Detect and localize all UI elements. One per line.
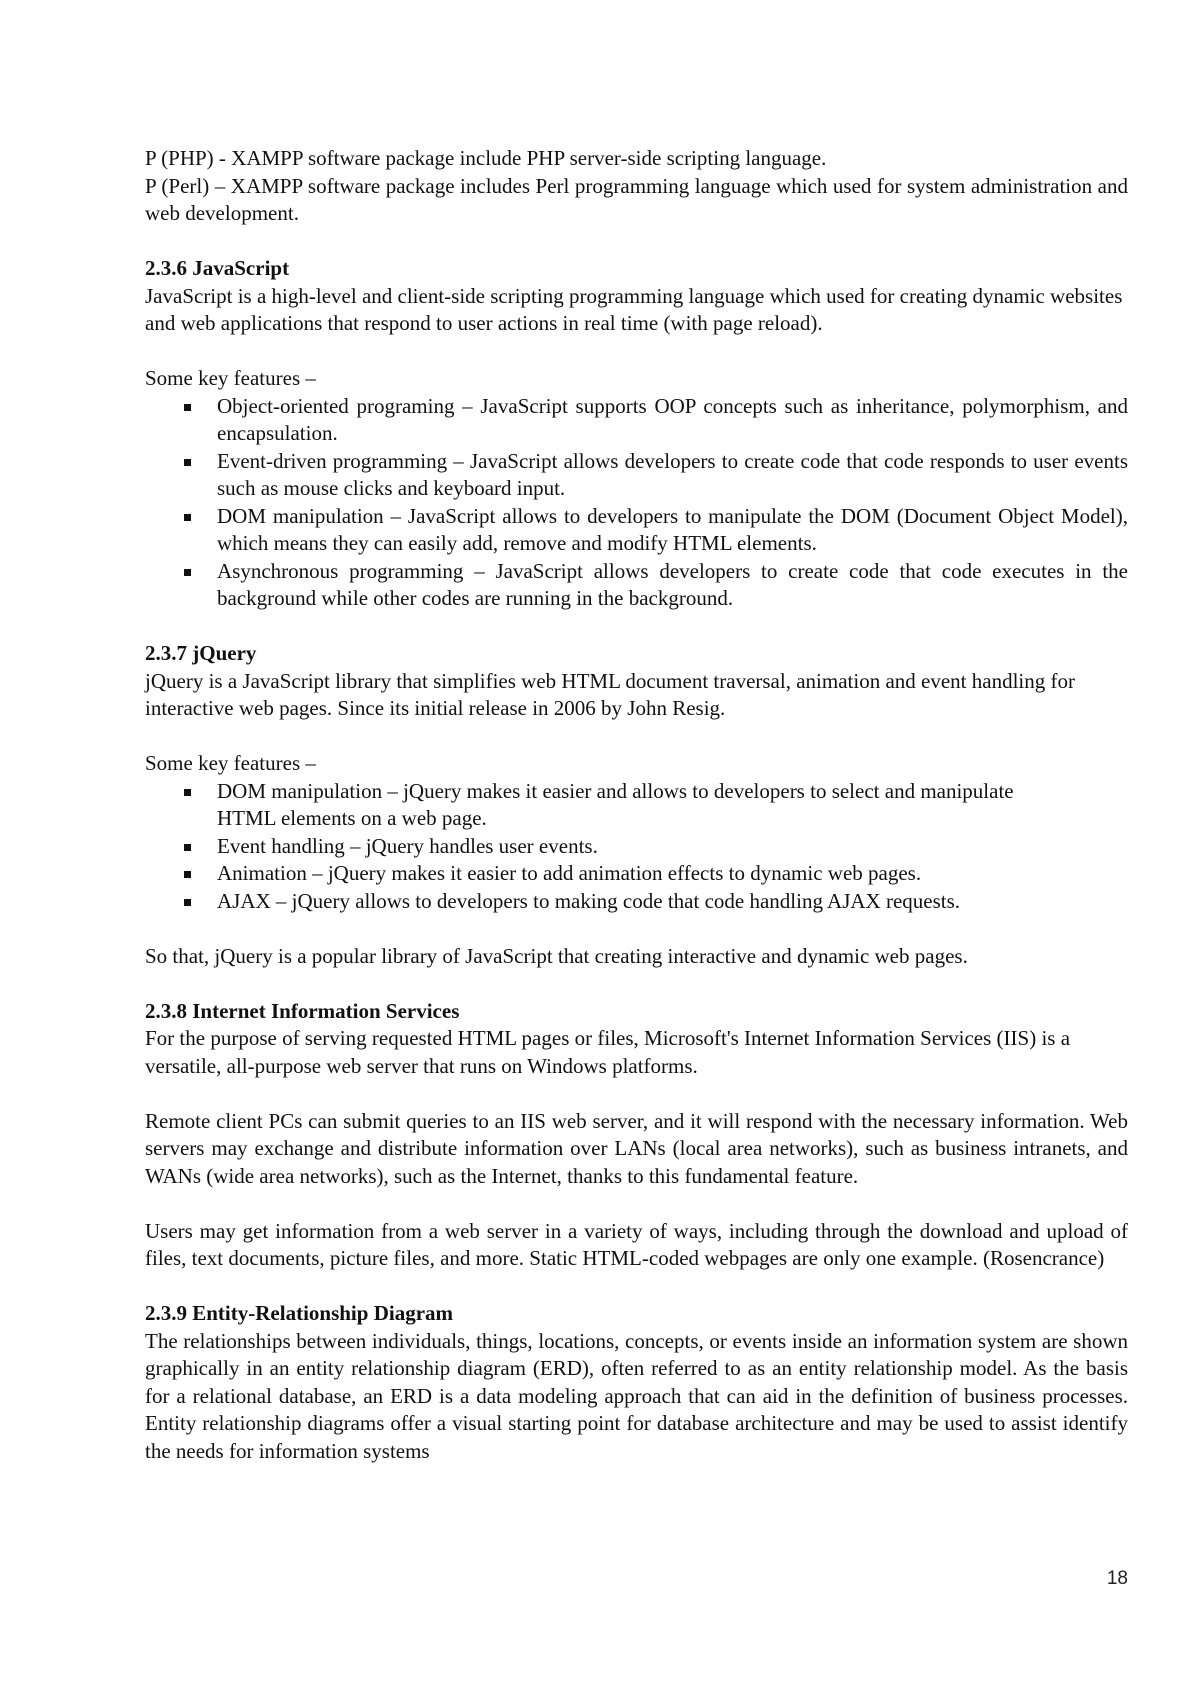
javascript-features-intro: Some key features –: [145, 366, 316, 390]
list-item: [145, 860, 1128, 888]
heading-erd: 2.3.9 Entity-Relationship Diagram: [145, 1301, 454, 1325]
list-item-text: Event handling – jQuery handles user events.: [217, 833, 598, 858]
heading-jquery: 2.3.7 jQuery: [145, 641, 257, 665]
heading-iis: 2.3.8 Internet Information Services: [145, 998, 460, 1023]
bullet-icon: [184, 569, 191, 576]
list-item: [145, 503, 1128, 558]
page-content: [145, 145, 1128, 1465]
list-item-text: Animation – jQuery makes it easier to add animation effects to dynamic web pages.: [217, 861, 922, 885]
bullet-icon: [184, 514, 191, 521]
heading-javascript: 2.3.6 JavaScript: [145, 256, 290, 280]
jquery-conclusion: So that, jQuery is a popular library of JavaScript that creating interactive and dynamic web pages.: [145, 943, 968, 968]
intro-php: P (PHP) - XAMPP software package include PHP server-side scripting language.: [145, 146, 827, 170]
list-item-text: DOM manipulation – jQuery makes it easier and allows to developers to select and manipulate HTML elements on a web page.: [217, 778, 1014, 830]
list-item-text: DOM manipulation – JavaScript allows to developers to manipulate the DOM (Document Object Model), which means they can easily add, remove and modify HTML elements.: [217, 503, 1128, 555]
iis-paragraph-2: Remote client PCs can submit queries to an IIS web server, and it will respond with the necessary information. Web servers may exchange and distribute information over LANs (local area networks), such as business intranets, and WANs (wide area networks), such as the Internet, thanks to this fundamental feature.: [145, 1108, 1128, 1188]
jquery-features-list: [145, 778, 1128, 916]
bullet-icon: [184, 459, 191, 466]
list-item: [145, 393, 1128, 448]
javascript-features-list: [145, 393, 1128, 613]
list-item-text: AJAX – jQuery allows to developers to making code that code handling AJAX requests.: [217, 888, 961, 913]
list-item: [145, 558, 1128, 613]
iis-paragraph-1: For the purpose of serving requested HTML pages or files, Microsoft's Internet Information Services (IIS) is a versatile, all-purpose web server that runs on Windows platforms.: [145, 1026, 1071, 1078]
list-item-text: Event-driven programming – JavaScript allows developers to create code that code responds to user events such as mouse clicks and keyboard input.: [217, 448, 1128, 500]
jquery-description: jQuery is a JavaScript library that simplifies web HTML document traversal, animation and event handling for interactive web pages. Since its initial release in 2006 by John Resig.: [145, 668, 1075, 720]
bullet-icon: [184, 404, 191, 411]
bullet-icon: [184, 871, 191, 878]
iis-paragraph-3: Users may get information from a web server in a variety of ways, including through the download and upload of files, text documents, picture files, and more. Static HTML-coded webpages are only one example. (Rosencrance): [145, 1218, 1128, 1270]
page-number: 18: [1106, 1568, 1128, 1589]
bullet-icon: [184, 844, 191, 851]
list-item-text: Asynchronous programming – JavaScript allows developers to create code that code executes in the background while other codes are running in the background.: [217, 558, 1128, 610]
intro-perl: P (Perl) – XAMPP software package includes Perl programming language which used for system administration and web development.: [145, 173, 1128, 225]
erd-paragraph: The relationships between individuals, things, locations, concepts, or events inside an information system are shown graphically in an entity relationship diagram (ERD), often referred to as an entity relationship model. As the basis for a relational database, an ERD is a data modeling approach that can aid in the definition of business processes. Entity relationship diagrams offer a visual starting point for database architecture and may be used to assist identify the needs for information systems: [145, 1328, 1128, 1463]
jquery-features-intro: Some key features –: [145, 751, 316, 775]
list-item: [145, 448, 1128, 503]
bullet-icon: [184, 899, 191, 906]
list-item: [145, 888, 1128, 916]
list-item-text: Object-oriented programing – JavaScript supports OOP concepts such as inheritance, polymorphism, and encapsulation.: [217, 393, 1128, 445]
javascript-description: JavaScript is a high-level and client-side scripting programming language which used for creating dynamic websites and web applications that respond to user actions in real time (with page reload).: [145, 283, 1123, 335]
list-item: [145, 778, 1128, 833]
bullet-icon: [184, 789, 191, 796]
list-item: [145, 833, 1128, 861]
